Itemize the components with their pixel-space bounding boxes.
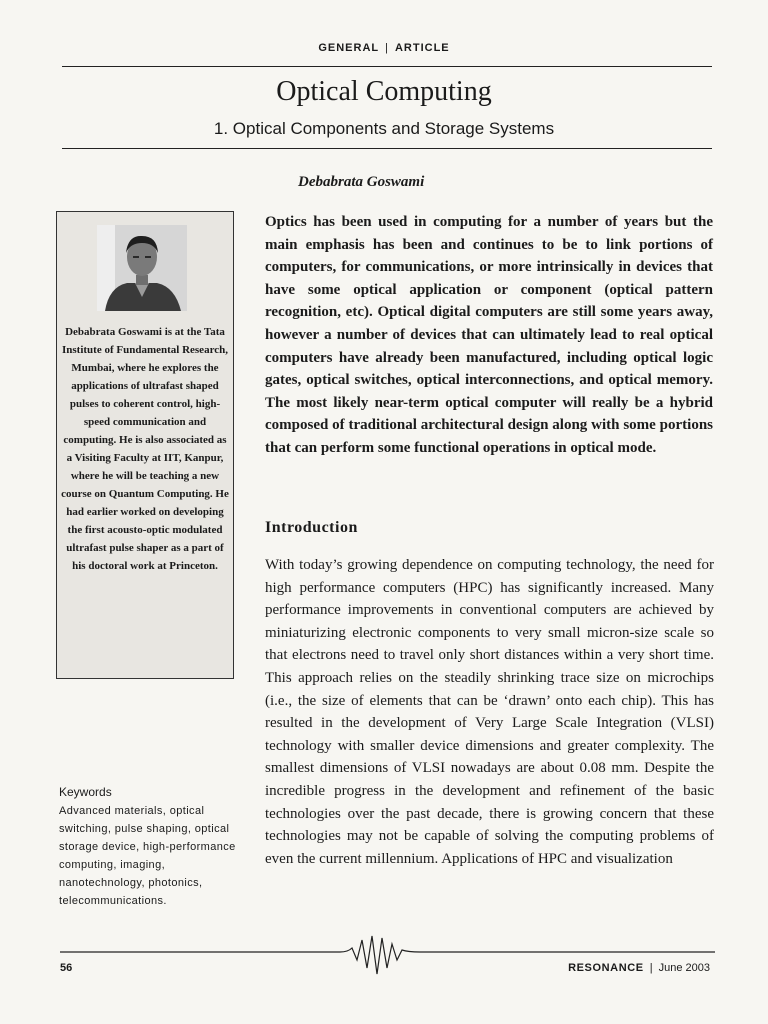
journal-footer bbox=[568, 962, 710, 974]
footer-separator: | bbox=[649, 962, 653, 974]
author-photo bbox=[97, 225, 187, 311]
top-rule bbox=[62, 66, 712, 67]
author-bio-box bbox=[56, 211, 234, 679]
author-bio: Debabrata Goswami is at the Tata Institute of Fundamental Research, Mumbai, where he explores the applications of ultrafast shaped pulses to coherent control, high-speed communication and computing. He is also associated as a Visiting Faculty at IIT, Kanpur, where he will be teaching a new course on Quantum Computing. He had earlier worked on developing the first acousto-optic modulated ultrafast pulse shaper as a part of his doctoral work at Princeton. bbox=[61, 326, 229, 572]
page-number: 56 bbox=[60, 962, 73, 974]
author-portrait-image bbox=[97, 225, 187, 311]
introduction-heading: Introduction bbox=[265, 519, 358, 536]
category-label: ARTICLE bbox=[394, 42, 450, 54]
section-header bbox=[0, 42, 768, 54]
journal-name: RESONANCE bbox=[568, 962, 644, 974]
article-subtitle: 1. Optical Components and Storage Systems bbox=[213, 119, 555, 138]
keywords-heading: Keywords bbox=[59, 785, 112, 799]
section-label: GENERAL bbox=[318, 42, 380, 54]
footer-wave-ornament bbox=[60, 934, 715, 982]
journal-issue: June 2003 bbox=[658, 962, 710, 974]
title-rule bbox=[62, 148, 712, 149]
article-title: Optical Computing bbox=[276, 76, 492, 107]
author-name: Debabrata Goswami bbox=[298, 174, 425, 190]
abstract: Optics has been used in computing for a number of years but the main emphasis has been and continues to be to link portions of computers, for communications, or more intrinsically in devices that have some optical application or component (optical pattern recognition, etc). Optical digital computers are still some years away, however a number of devices that can ultimately lead to real optical computers have already been manufactured, including optical logic gates, optical switches, optical interconnections, and optical memory. The most likely near-term optical computer will really be a hybrid composed of traditional architectural design along with some portions that can perform some functional operations in optical mode. bbox=[265, 214, 713, 456]
header-separator: | bbox=[385, 42, 389, 54]
introduction-text: With today’s growing dependence on computing technology, the need for high performance computers (HPC) has significantly increased. Many performance improvements in conventional computers are achieved by miniaturizing electronic components to very small micron-size scale so that electrons need to travel only short distances within a very short time. This approach relies on the steadily shrinking trace size on microchips (i.e., the size of elements that can be ‘drawn’ onto each chip). This has resulted in the development of Very Large Scale Integration (VLSI) technology with smaller device dimensions and greater complexity. The smallest dimensions of VLSI nowadays are about 0.08 mm. Despite the incredible progress in the development and refinement of the basic technologies over the past decade, there is growing concern that these technologies may not be capable of solving the computing problems of even the current millennium. Applications of HPC and visualization bbox=[265, 557, 714, 867]
keywords-list: Advanced materials, optical switching, pulse shaping, optical storage device, high-performance computing, imaging, nanotechnology, photonics, telecommunications. bbox=[59, 805, 236, 907]
